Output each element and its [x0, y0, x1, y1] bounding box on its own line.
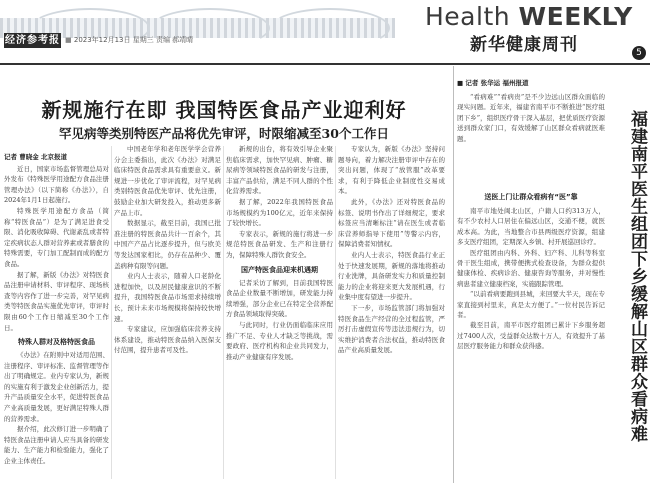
paragraph: 南平市地处闽北山区，户籍人口约313万人，有不少农村人口居住在偏远山区，交通不便，就医成本高。为此，当地整合市县两级医疗资源，组建多支医疗组团，定期深入乡镇、村开展巡回诊疗。: [457, 207, 605, 247]
publication-info: ■ 2023年12月13日 星期三 责编 郝靖晴: [65, 36, 194, 44]
article-byline: 记者 曹晓金 北京报道: [4, 153, 68, 161]
paragraph: 《办法》在附则中对适用范围、注册程序、审评标准、监督管理等作出了明确规定。业内专家认为，新规的实施有利于激发企业创新活力，提升产品质量安全水平，促进特医食品产业高质量发展，更好满足特殊人群的营养需求。: [4, 351, 109, 423]
paragraph: “看病难”“看病贵”是不少边远山区群众面临的现实问题。近年来，福建省南平市不断推进“医疗组团下乡”，组织医疗骨干深入基层，把优质医疗资源送到群众家门口，有效缓解了山区群众看病就医难题。: [457, 93, 605, 143]
paragraph: 近日，国家市场监督管理总局对外发布《特殊医学用途配方食品注册管理办法》（以下简称《办法》），自2024年1月1日起施行。: [4, 164, 109, 205]
masthead: [0, 0, 650, 60]
paragraph: 与此同时，行业仍面临临床应用推广不足、专业人才缺乏等挑战，需要政府、医疗机构和企业共同发力，推动产业健康有序发展。: [226, 320, 333, 361]
paragraph: 专家建议，应加强临床营养支持体系建设，推动特医食品纳入医保支付范围，提升患者可及性。: [114, 325, 221, 355]
masthead-rule: [0, 63, 650, 65]
paragraph: 专家认为，新版《办法》坚持问题导向，着力解决注册审评中存在的突出问题，体现了“放管服”改革要求，有利于降低企业制度性交易成本。: [338, 145, 445, 196]
paragraph: 截至目前，南平市医疗组团已累计下乡服务超过7400人次，受益群众达数十万人，有效提升了基层医疗服务能力和群众获得感。: [457, 321, 605, 351]
section-heading: 国产特医食品迎来机遇期: [241, 265, 318, 274]
paragraph: 记者采访了解到，目前我国特医食品企业数量不断增加，研发能力持续增强，部分企业已在特定全营养配方食品领域取得突破。: [226, 278, 333, 319]
paragraph: 数据显示，截至目前，我国已批准注册的特医食品共计一百余个，其中国产产品占比逐步提升，但与欧美等发达国家相比，仍存在品种少、覆盖病种有限等问题。: [114, 219, 221, 270]
paragraph: 据介绍，此次修订进一步明确了特医食品注册申请人应当具备的研发能力、生产能力和检验能力，强化了企业主体责任。: [4, 425, 109, 466]
weekly-title-light: Health: [425, 2, 519, 31]
article-column-2: [114, 144, 221, 479]
newspaper-logo: 经济参考报: [5, 35, 60, 46]
paragraph: 专家表示，新规的施行将进一步规范特医食品研发、生产和注册行为，保障特殊人群饮食安全。: [226, 229, 333, 259]
article-column-1: [4, 152, 109, 479]
sidebar-vertical-headline: 福建南平医生组团下乡缓解山区群众看病难: [627, 110, 647, 443]
sidebar-intro: [457, 92, 605, 188]
weekly-chinese-title: 新华健康周刊: [470, 35, 578, 55]
weekly-title-bold: WEEKLY: [518, 2, 633, 31]
paragraph: 中国老年学和老年医学学会营养分会主委指出，此次《办法》对满足临床特医食品需求具有重要意义。新规进一步优化了审评流程，对罕见病类别特医食品优先审评、优先注册，鼓励企业加大研发投入，推动更多新产品上市。: [114, 145, 221, 217]
paragraph: 特殊医学用途配方食品（简称“特医食品”）是为了满足进食受限、消化吸收障碍、代谢紊乱或者特定疾病状态人群对营养素或者膳食的特殊需要，专门加工配制而成的配方食品。: [4, 206, 109, 268]
article-column-3: [226, 144, 333, 479]
sidebar-byline: [457, 78, 605, 87]
paragraph: 业内人士表示，特医食品行业正处于快速发展期，新规的落地将推动行业洗牌，具备研发实力和质量控制能力的企业将迎来更大发展机遇，行业集中度有望进一步提升。: [338, 250, 445, 302]
paragraph: 据了解，2022年我国特医食品市场规模约为100亿元，近年来保持了较快增长。: [226, 197, 333, 228]
weekly-english-title: [425, 2, 633, 31]
article-column-4: [338, 144, 445, 479]
paragraph: “以前看病要跑到县城，来回要大半天，现在专家直接到村里来，真是太方便了。”一位村民告诉记者。: [457, 290, 605, 320]
paragraph: 下一步，市场监管部门将加强对特医食品生产经营的全过程监管，严厉打击虚假宣传等违法违规行为，切实维护消费者合法权益，推动特医食品产业高质量发展。: [338, 303, 445, 355]
sidebar-body: [457, 206, 605, 483]
sidebar-section-heading: 送医上门让群众看病有“医”靠: [484, 193, 578, 201]
main-article: [0, 66, 451, 483]
page-number-badge: 5: [632, 46, 646, 60]
column-divider: [335, 146, 336, 479]
paragraph: 据了解，新版《办法》对特医食品注册申请材料、审评程序、现场核查等内容作了进一步完善，对罕见病类等特医食品实施优先审评，审评时限由60个工作日缩减至30个工作日。: [4, 270, 109, 332]
sidebar-article: [457, 66, 605, 483]
masthead-decoration: [0, 6, 395, 56]
paragraph: 业内人士表示，随着人口老龄化进程加快，以及居民健康意识的不断提升，我国特医食品市场需求持续增长，预计未来市场规模将保持较快增速。: [114, 272, 221, 323]
sidebar-divider: [453, 66, 454, 483]
article-headline: 新规施行在即 我国特医食品产业迎利好: [41, 98, 407, 122]
column-divider: [111, 146, 112, 479]
article-subheadline: 罕见病等类别特医产品将优先审评，时限缩减至30个工作日: [59, 126, 389, 141]
sidebar-byline-text: 记者 张华运 福州报道: [465, 79, 529, 87]
paragraph: 新规的出台，将有效引导企业聚焦临床需求，加快罕见病、肿瘤、糖尿病等领域特医食品的研发与注册，丰富产品供给，满足不同人群的个性化营养需求。: [226, 145, 333, 196]
publish-date-editor: 2023年12月13日 星期三 责编 郝靖晴: [73, 36, 194, 44]
paragraph: 医疗组团由内科、外科、妇产科、儿科等科室骨干医生组成，携带便携式检查设备，为群众提供健康体检、疾病诊治、健康咨询等服务，并对慢性病患者建立健康档案，实施跟踪管理。: [457, 248, 605, 288]
square-bullet-icon: ■: [457, 79, 464, 87]
paragraph: 此外，《办法》还对特医食品的标签、说明书作出了详细规定，要求标签应当清晰标注“请在医生或者临床营养师指导下使用”等警示内容，保障消费者知情权。: [338, 197, 445, 249]
section-heading: 特殊人群对及格特医食品: [18, 338, 95, 347]
column-divider: [223, 146, 224, 479]
